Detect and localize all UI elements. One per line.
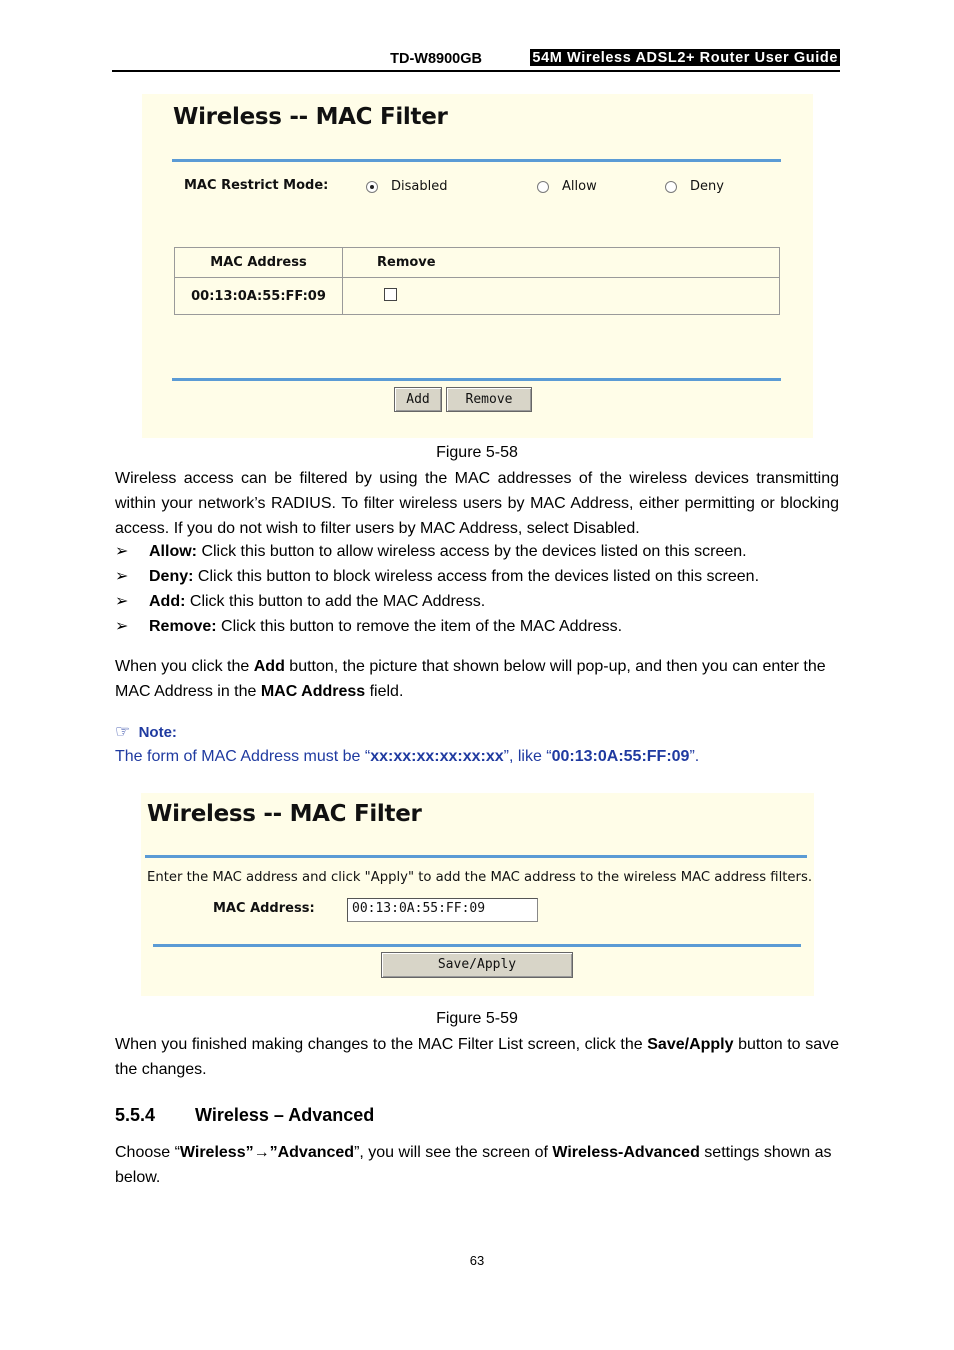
- radio-deny[interactable]: [665, 181, 677, 193]
- panel-title: Wireless -- MAC Filter: [147, 801, 422, 827]
- mac-filter-table: [174, 247, 780, 315]
- mac-address-label: MAC Address:: [213, 901, 315, 916]
- pointing-hand-icon: ☞: [115, 722, 131, 741]
- note-text: The form of MAC Address must be “xx:xx:xx:xx:xx:xx”, like “00:13:0A:55:FF:09”.: [115, 748, 700, 765]
- paragraph-intro: Wireless access can be filtered by using the MAC addresses of the wireless devices transmitting within your network’s RADIUS. To filter wireless users by MAC Address, either permitting or blocking access. If you do not wish to filter users by MAC Address, select Disabled.: [115, 470, 839, 537]
- mac-cell: 00:13:0A:55:FF:09: [175, 278, 343, 315]
- paragraph-advanced: Choose “Wireless”→”Advanced”, you will see the screen of Wireless-Advanced settings shown as below.: [115, 1144, 832, 1186]
- arrow-bullet-icon: ➢: [115, 618, 129, 635]
- figure-caption-59: Figure 5-59: [436, 1010, 518, 1027]
- arrow-bullet-icon: ➢: [115, 568, 129, 585]
- table-row: [175, 278, 780, 315]
- bullet-allow: ➢ Allow: Click this button to allow wireless access by the devices listed on this screen.: [115, 543, 747, 560]
- page-number: 63: [469, 1253, 485, 1268]
- radio-allow[interactable]: [537, 181, 549, 193]
- radio-disabled[interactable]: [366, 181, 378, 193]
- radio-deny-label: Deny: [690, 179, 724, 194]
- add-button[interactable]: Add: [394, 387, 442, 412]
- mac-address-input[interactable]: 00:13:0A:55:FF:09: [347, 898, 538, 922]
- section-heading: 5.5.4 Wireless – Advanced: [115, 1105, 375, 1125]
- col-remove: Remove: [343, 248, 780, 278]
- instruction-text: Enter the MAC address and click "Apply" to add the MAC address to the wireless MAC address filters.: [147, 870, 813, 885]
- arrow-bullet-icon: ➢: [115, 543, 129, 560]
- note-heading: ☞ Note:: [115, 722, 177, 741]
- remove-checkbox[interactable]: [384, 288, 397, 301]
- paragraph-save: When you finished making changes to the MAC Filter List screen, click the Save/Apply button to save the changes.: [115, 1036, 839, 1078]
- bullet-add: ➢ Add: Click this button to add the MAC Address.: [115, 593, 486, 610]
- radio-allow-label: Allow: [562, 179, 597, 194]
- panel-title: Wireless -- MAC Filter: [173, 104, 448, 130]
- page-header: [112, 48, 840, 72]
- radio-disabled-label: Disabled: [391, 179, 448, 194]
- title-divider: [145, 855, 807, 858]
- mac-restrict-mode-label: MAC Restrict Mode:: [184, 178, 329, 193]
- arrow-bullet-icon: ➢: [115, 593, 129, 610]
- model-name: TD-W8900GB: [390, 51, 482, 67]
- paragraph-add: When you click the Add button, the picture that shown below will pop-up, and then you can enter the MAC Address in the MAC Address field.: [115, 658, 826, 700]
- bullet-remove: ➢ Remove: Click this button to remove the item of the MAC Address.: [115, 618, 623, 635]
- guide-title: 54M Wireless ADSL2+ Router User Guide: [532, 50, 838, 66]
- title-divider: [172, 159, 781, 162]
- col-mac-address: MAC Address: [175, 248, 343, 278]
- remove-button[interactable]: Remove: [446, 387, 532, 412]
- table-header-row: [175, 248, 780, 278]
- figure-caption-58: Figure 5-58: [436, 444, 518, 461]
- mac-filter-screenshot: [142, 94, 813, 438]
- save-apply-button[interactable]: Save/Apply: [381, 952, 573, 978]
- mac-add-screenshot: [141, 793, 814, 996]
- remove-cell: [343, 278, 780, 315]
- bottom-divider: [153, 944, 801, 947]
- bottom-divider: [172, 378, 781, 381]
- bullet-deny: ➢ Deny: Click this button to block wireless access from the devices listed on this screen.: [115, 568, 760, 585]
